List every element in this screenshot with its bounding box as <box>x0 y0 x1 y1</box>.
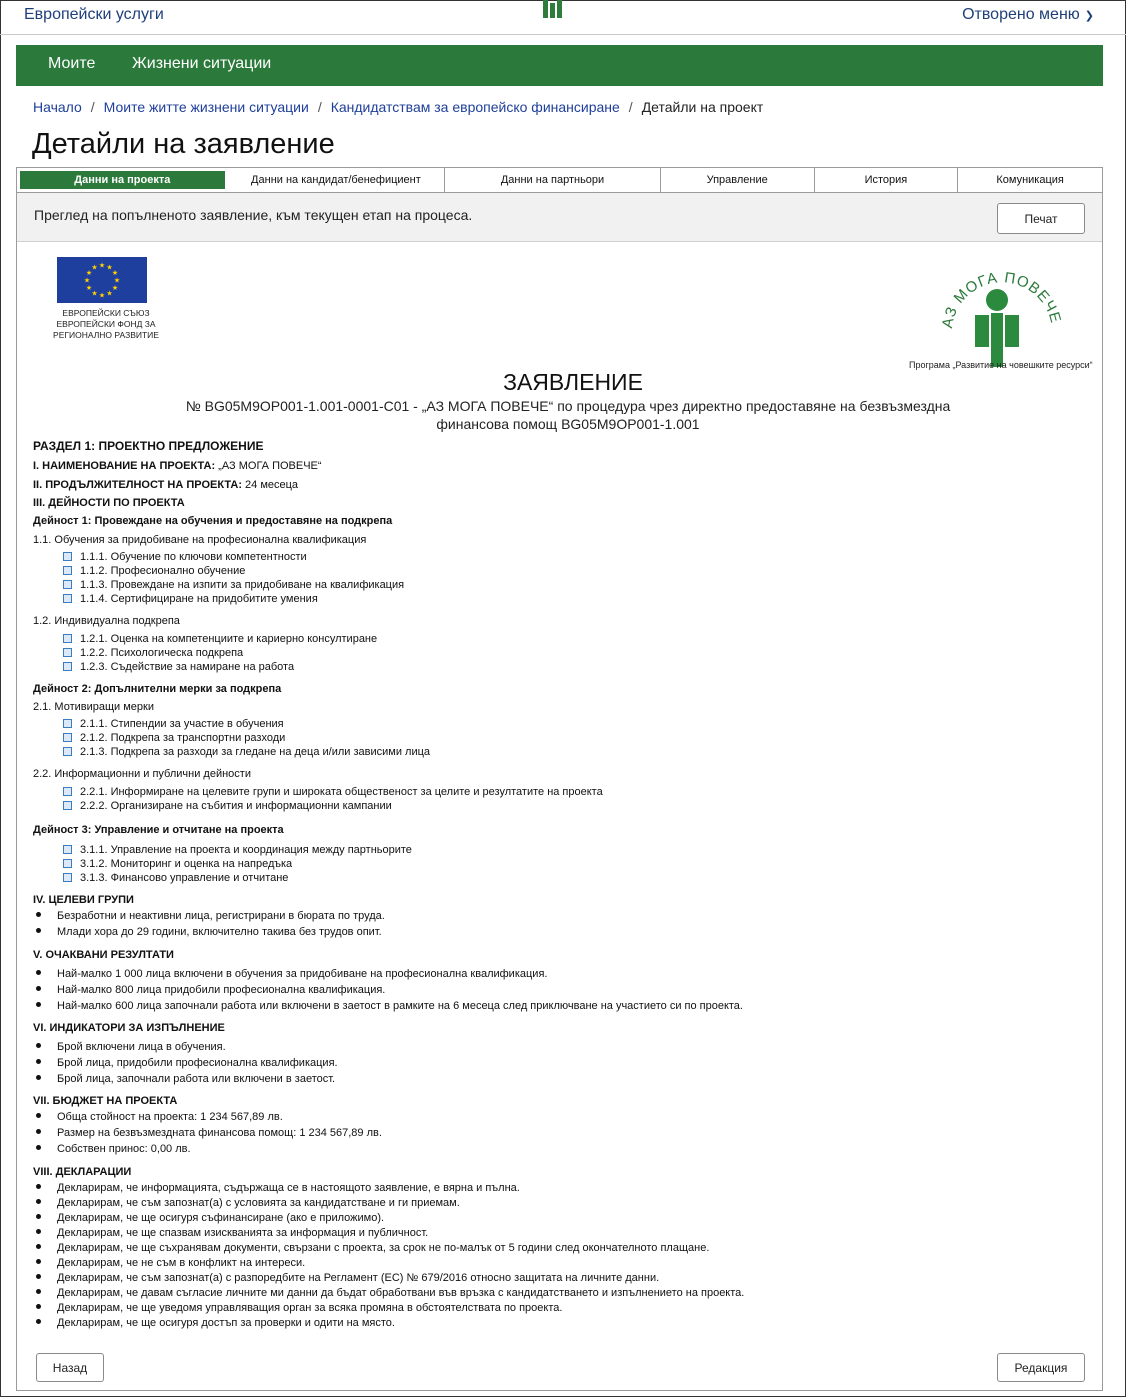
tab-history[interactable]: История <box>815 168 959 192</box>
bullet-item <box>33 1212 384 1224</box>
checkbox-icon <box>63 662 72 671</box>
checkbox-icon <box>63 859 72 868</box>
bullet-text: Собствен принос: 0,00 лв. <box>57 1143 191 1155</box>
chevron-down-icon: ❯ <box>1084 10 1094 22</box>
activity-item-label: 1.2.1. Оценка на компетенциите и кариерно консултиране <box>80 633 378 645</box>
activity-item-label: 2.1.1. Стипендии за участие в обучения <box>80 718 284 730</box>
bullet-item <box>33 1143 191 1155</box>
panel-description: Преглед на попълненото заявление, към текущен етап на процеса. <box>34 207 473 223</box>
bullet-icon <box>36 1043 41 1048</box>
breadcrumb <box>33 99 763 115</box>
activity-item <box>63 732 285 744</box>
section-heading: РАЗДЕЛ 1: ПРОЕКТНО ПРЕДЛОЖЕНИЕ <box>33 439 264 453</box>
bullet-icon <box>36 1319 41 1324</box>
bullet-item <box>33 1127 382 1139</box>
bullet-icon <box>36 1229 41 1234</box>
bullet-text: Размер на безвъзмездната финансова помощ: 1 234 567,89 лв. <box>57 1127 382 1139</box>
activity-item-label: 3.1.2. Мониторинг и оценка на напредъка <box>80 858 293 870</box>
bullet-text: Брой лица, започнали работа или включени в заетост. <box>57 1073 336 1085</box>
main-nav <box>16 45 1103 86</box>
eu-star-icon: ★ <box>106 264 113 272</box>
checkbox-icon <box>63 747 72 756</box>
subactivity-heading: 1.2. Индивидуална подкрепа <box>33 615 180 627</box>
site-logo-icon <box>543 0 567 18</box>
bullet-item <box>33 1000 743 1012</box>
eu-star-icon: ★ <box>98 262 106 270</box>
breadcrumb-life-situations[interactable]: Моите житте жизнени ситуации <box>103 99 309 115</box>
bullet-text: Безработни и неактивни лица, регистрирани в бюрата по труда. <box>57 910 385 922</box>
bullet-item <box>33 1302 562 1314</box>
bullet-item <box>33 926 382 938</box>
activity-heading: Дейност 2: Допълнителни мерки за подкрепа <box>33 683 282 695</box>
bullet-item <box>33 910 385 922</box>
program-logo-arc-text: АЗ МОГА ПОВЕЧЕ <box>939 269 1065 330</box>
activity-item <box>63 633 377 645</box>
activity-item <box>63 858 292 870</box>
checkbox-icon <box>63 580 72 589</box>
bullet-item <box>33 1287 744 1299</box>
bullet-item <box>33 1272 659 1284</box>
activity-item-label: 1.2.2. Психологическа подкрепа <box>80 647 244 659</box>
eu-star-icon: ★ <box>83 277 91 285</box>
bullet-item <box>33 1317 395 1329</box>
page-title: Детайли на заявление <box>32 128 335 160</box>
open-menu-label: Отворено меню <box>962 6 1080 23</box>
bullet-text: Декларирам, че ще осигуря достъп за проверки и одити на място. <box>57 1317 395 1329</box>
bullet-icon <box>36 1145 41 1150</box>
eu-star-icon: ★ <box>85 270 93 277</box>
bullet-icon <box>36 1002 41 1007</box>
activity-item <box>63 800 392 812</box>
print-button[interactable]: Печат <box>997 203 1085 234</box>
bullet-icon <box>36 1184 41 1189</box>
bullet-text: Декларирам, че ще съхранявам документи, свързани с проекта, за срок не по-малък от 5 години след окончателното плащане. <box>57 1242 710 1254</box>
document-subtitle: № BG05M9OP001-1.001-0001-C01 - „АЗ МОГА ПОВЕЧЕ“ по процедура чрез директно предоставяне на безвъзмездна финансова помощ BG05M9OP001-1.001 <box>185 398 951 432</box>
open-menu-button[interactable] <box>962 6 1094 24</box>
breadcrumb-separator: / <box>90 99 95 115</box>
checkbox-icon <box>63 845 72 854</box>
budget-heading: VII. БЮДЖЕТ НА ПРОЕКТА <box>33 1095 178 1107</box>
eu-star-icon: ★ <box>111 285 119 292</box>
activity-item <box>63 872 288 884</box>
activity-item-label: 2.1.3. Подкрепа за разходи за гледане на деца и/или зависими лица <box>80 746 431 758</box>
eu-logo-line: РЕГИОНАЛНО РАЗВИТИЕ <box>53 330 159 340</box>
activities-heading: III. ДЕЙНОСТИ ПО ПРОЕКТА <box>33 497 185 509</box>
activity-item-label: 2.2.2. Организиране на събития и информационни кампании <box>80 800 392 812</box>
bullet-text: Декларирам, че ще уведомя управляващия орган за всяка промяна в обстоятелствата по проекта. <box>57 1302 563 1314</box>
breadcrumb-separator: / <box>628 99 633 115</box>
tab-project-data[interactable]: Данни на проекта <box>20 171 225 189</box>
bullet-item <box>33 1111 283 1123</box>
bullet-icon <box>36 1113 41 1118</box>
results-heading: V. ОЧАКВАНИ РЕЗУЛТАТИ <box>33 949 174 961</box>
checkbox-icon <box>63 552 72 561</box>
checkbox-icon <box>63 787 72 796</box>
bullet-text: Декларирам, че ще осигуря съфинансиране (ако е приложимо). <box>57 1212 385 1224</box>
bullet-icon <box>36 1244 41 1249</box>
bullet-text: Най-малко 800 лица придобили професионална квалификация. <box>57 984 386 996</box>
bullet-icon <box>36 986 41 991</box>
bullet-text: Декларирам, че информацията, съдържаща се в настоящото заявление, е вярна и пълна. <box>57 1182 520 1194</box>
subactivity-heading: 2.1. Мотивиращи мерки <box>33 701 154 713</box>
bullet-item <box>33 968 547 980</box>
bullet-text: Най-малко 600 лица започнали работа или включени в заетост в рамките на 6 месеца след приключване на участието си по проекта. <box>57 1000 743 1012</box>
project-duration-value: 24 месеца <box>241 479 299 491</box>
eu-flag-icon <box>57 257 147 303</box>
checkbox-icon <box>63 634 72 643</box>
bullet-text: Декларирам, че не съм в конфликт на интереси. <box>57 1257 306 1269</box>
activity-item-label: 1.1.2. Професионално обучение <box>80 565 246 577</box>
subactivity-heading: 2.2. Информационни и публични дейности <box>33 768 251 780</box>
nav-item-life-situations[interactable]: Жизнени ситуации <box>132 55 272 72</box>
activity-item <box>63 746 430 758</box>
breadcrumb-separator: / <box>317 99 322 115</box>
project-name-line <box>33 460 322 472</box>
activity-item-label: 1.1.1. Обучение по ключови компетентности <box>80 551 307 563</box>
eu-star-icon: ★ <box>85 285 93 292</box>
program-logo-icon <box>897 245 1097 375</box>
bullet-item <box>33 1073 335 1085</box>
breadcrumb-home[interactable]: Начало <box>33 99 82 115</box>
eu-logo-line: ЕВРОПЕЙСКИ ФОНД ЗА <box>56 319 156 329</box>
edit-button[interactable]: Редакция <box>997 1353 1085 1382</box>
tab-management[interactable]: Управление <box>661 168 815 192</box>
bullet-icon <box>36 1304 41 1309</box>
activity-item <box>63 579 404 591</box>
eu-star-icon: ★ <box>111 270 119 277</box>
checkbox-icon <box>63 594 72 603</box>
bullet-text: Млади хора до 29 години, включително такива без трудов опит. <box>57 926 382 938</box>
checkbox-icon <box>63 566 72 575</box>
eu-star-icon: ★ <box>98 292 106 300</box>
bullet-icon <box>36 970 41 975</box>
activity-item-label: 3.1.3. Финансово управление и отчитане <box>80 872 289 884</box>
project-duration-label: II. ПРОДЪЛЖИТЕЛНОСТ НА ПРОЕКТА: <box>33 479 242 491</box>
activity-item-label: 2.2.1. Информиране на целевите групи и широката общественост за целите и резултатите на проекта <box>80 786 603 798</box>
bullet-icon <box>36 1259 41 1264</box>
bullet-text: Най-малко 1 000 лица включени в обучения за придобиване на професионална квалификация. <box>57 968 548 980</box>
tab-communication[interactable]: Комуникация <box>996 174 1064 186</box>
declarations-heading: VIII. ДЕКЛАРАЦИИ <box>33 1166 132 1178</box>
activity-item <box>63 593 318 605</box>
bullet-text: Декларирам, че съм запознат(а) с разпоредбите на Регламент (ЕС) № 679/2016 относно защитата на личните данни. <box>57 1272 660 1284</box>
top-bar <box>0 0 1126 35</box>
tab-partners-data[interactable]: Данни на партньори <box>445 168 661 192</box>
bullet-icon <box>36 1059 41 1064</box>
program-caption: Програма „Развитие на човешките ресурси“ <box>909 360 1093 370</box>
bullet-item <box>33 984 385 996</box>
breadcrumb-current: Детайли на проект <box>641 99 764 115</box>
activity-item-label: 2.1.2. Подкрепа за транспортни разходи <box>80 732 286 744</box>
back-button[interactable]: Назад <box>36 1353 104 1382</box>
activity-item-label: 1.1.3. Провеждане на изпити за придобиване на квалификация <box>80 579 405 591</box>
breadcrumb-eu-funding[interactable]: Кандидатствам за европейско финансиране <box>330 99 620 115</box>
subactivity-heading: 1.1. Обучения за придобиване на професионална квалификация <box>33 534 367 546</box>
target-groups-heading: IV. ЦЕЛЕВИ ГРУПИ <box>33 894 134 906</box>
bullet-icon <box>36 912 41 917</box>
eu-logo-line: ЕВРОПЕЙСКИ СЪЮЗ <box>62 308 150 318</box>
activity-item <box>63 551 307 563</box>
checkbox-icon <box>63 873 72 882</box>
content-panel <box>16 193 1103 1391</box>
bullet-text: Декларирам, че съм запознат(а) с условията за кандидатстване и ги приемам. <box>57 1197 460 1209</box>
bullet-text: Брой включени лица в обучения. <box>57 1041 226 1053</box>
activity-item <box>63 565 245 577</box>
bullet-icon <box>36 1274 41 1279</box>
nav-item-mine[interactable]: Моите <box>48 55 96 72</box>
document-title: ЗАЯВЛЕНИЕ <box>503 369 643 395</box>
activity-item <box>63 718 284 730</box>
tab-bar <box>16 167 1103 193</box>
activity-item <box>63 647 243 659</box>
bullet-item <box>33 1057 338 1069</box>
bullet-item <box>33 1197 460 1209</box>
activity-heading: Дейност 1: Провеждане на обучения и предоставяне на подкрепа <box>33 515 393 527</box>
bullet-item <box>33 1242 709 1254</box>
site-brand[interactable]: Европейски услуги <box>24 6 164 23</box>
activity-heading: Дейност 3: Управление и отчитане на проекта <box>33 824 284 836</box>
activity-item <box>63 786 603 798</box>
eu-star-icon: ★ <box>113 277 121 285</box>
bullet-item <box>33 1041 226 1053</box>
checkbox-icon <box>63 648 72 657</box>
bullet-text: Декларирам, че давам съгласие личните ми данни да бъдат обработвани във връзка с кандидатстването и изпълнението на проекта. <box>57 1287 745 1299</box>
bullet-item <box>33 1182 520 1194</box>
eu-star-icon: ★ <box>91 264 98 272</box>
checkbox-icon <box>63 719 72 728</box>
bullet-item <box>33 1227 428 1239</box>
bullet-item <box>33 1257 305 1269</box>
eu-logo-text <box>51 308 161 341</box>
bullet-icon <box>36 1289 41 1294</box>
activity-item-label: 1.2.3. Съдействие за намиране на работа <box>80 661 295 673</box>
activity-item-label: 1.1.4. Сертифициране на придобитите умения <box>80 593 318 605</box>
bullet-icon <box>36 1129 41 1134</box>
indicators-heading: VI. ИНДИКАТОРИ ЗА ИЗПЪЛНЕНИЕ <box>33 1022 225 1034</box>
project-name-value: „АЗ МОГА ПОВЕЧЕ“ <box>215 460 322 472</box>
checkbox-icon <box>63 801 72 810</box>
activity-item <box>63 661 294 673</box>
bullet-icon <box>36 1199 41 1204</box>
tab-applicant-data[interactable]: Данни на кандидат/бенефициент <box>228 168 446 192</box>
bullet-icon <box>36 1075 41 1080</box>
checkbox-icon <box>63 733 72 742</box>
panel-header <box>17 193 1102 242</box>
project-name-label: I. НАИМЕНОВАНИЕ НА ПРОЕКТА: <box>33 460 216 472</box>
project-duration-line <box>33 479 298 491</box>
eu-star-icon: ★ <box>106 290 113 298</box>
bullet-text: Декларирам, че ще спазвам изискванията за информация и публичност. <box>57 1227 429 1239</box>
activity-item <box>63 844 412 856</box>
bullet-icon <box>36 928 41 933</box>
eu-star-icon: ★ <box>91 290 98 298</box>
bullet-icon <box>36 1214 41 1219</box>
activity-item-label: 3.1.1. Управление на проекта и координация между партньорите <box>80 844 412 856</box>
bullet-text: Брой лица, придобили професионална квалификация. <box>57 1057 338 1069</box>
bullet-text: Обща стойност на проекта: 1 234 567,89 лв. <box>57 1111 283 1123</box>
